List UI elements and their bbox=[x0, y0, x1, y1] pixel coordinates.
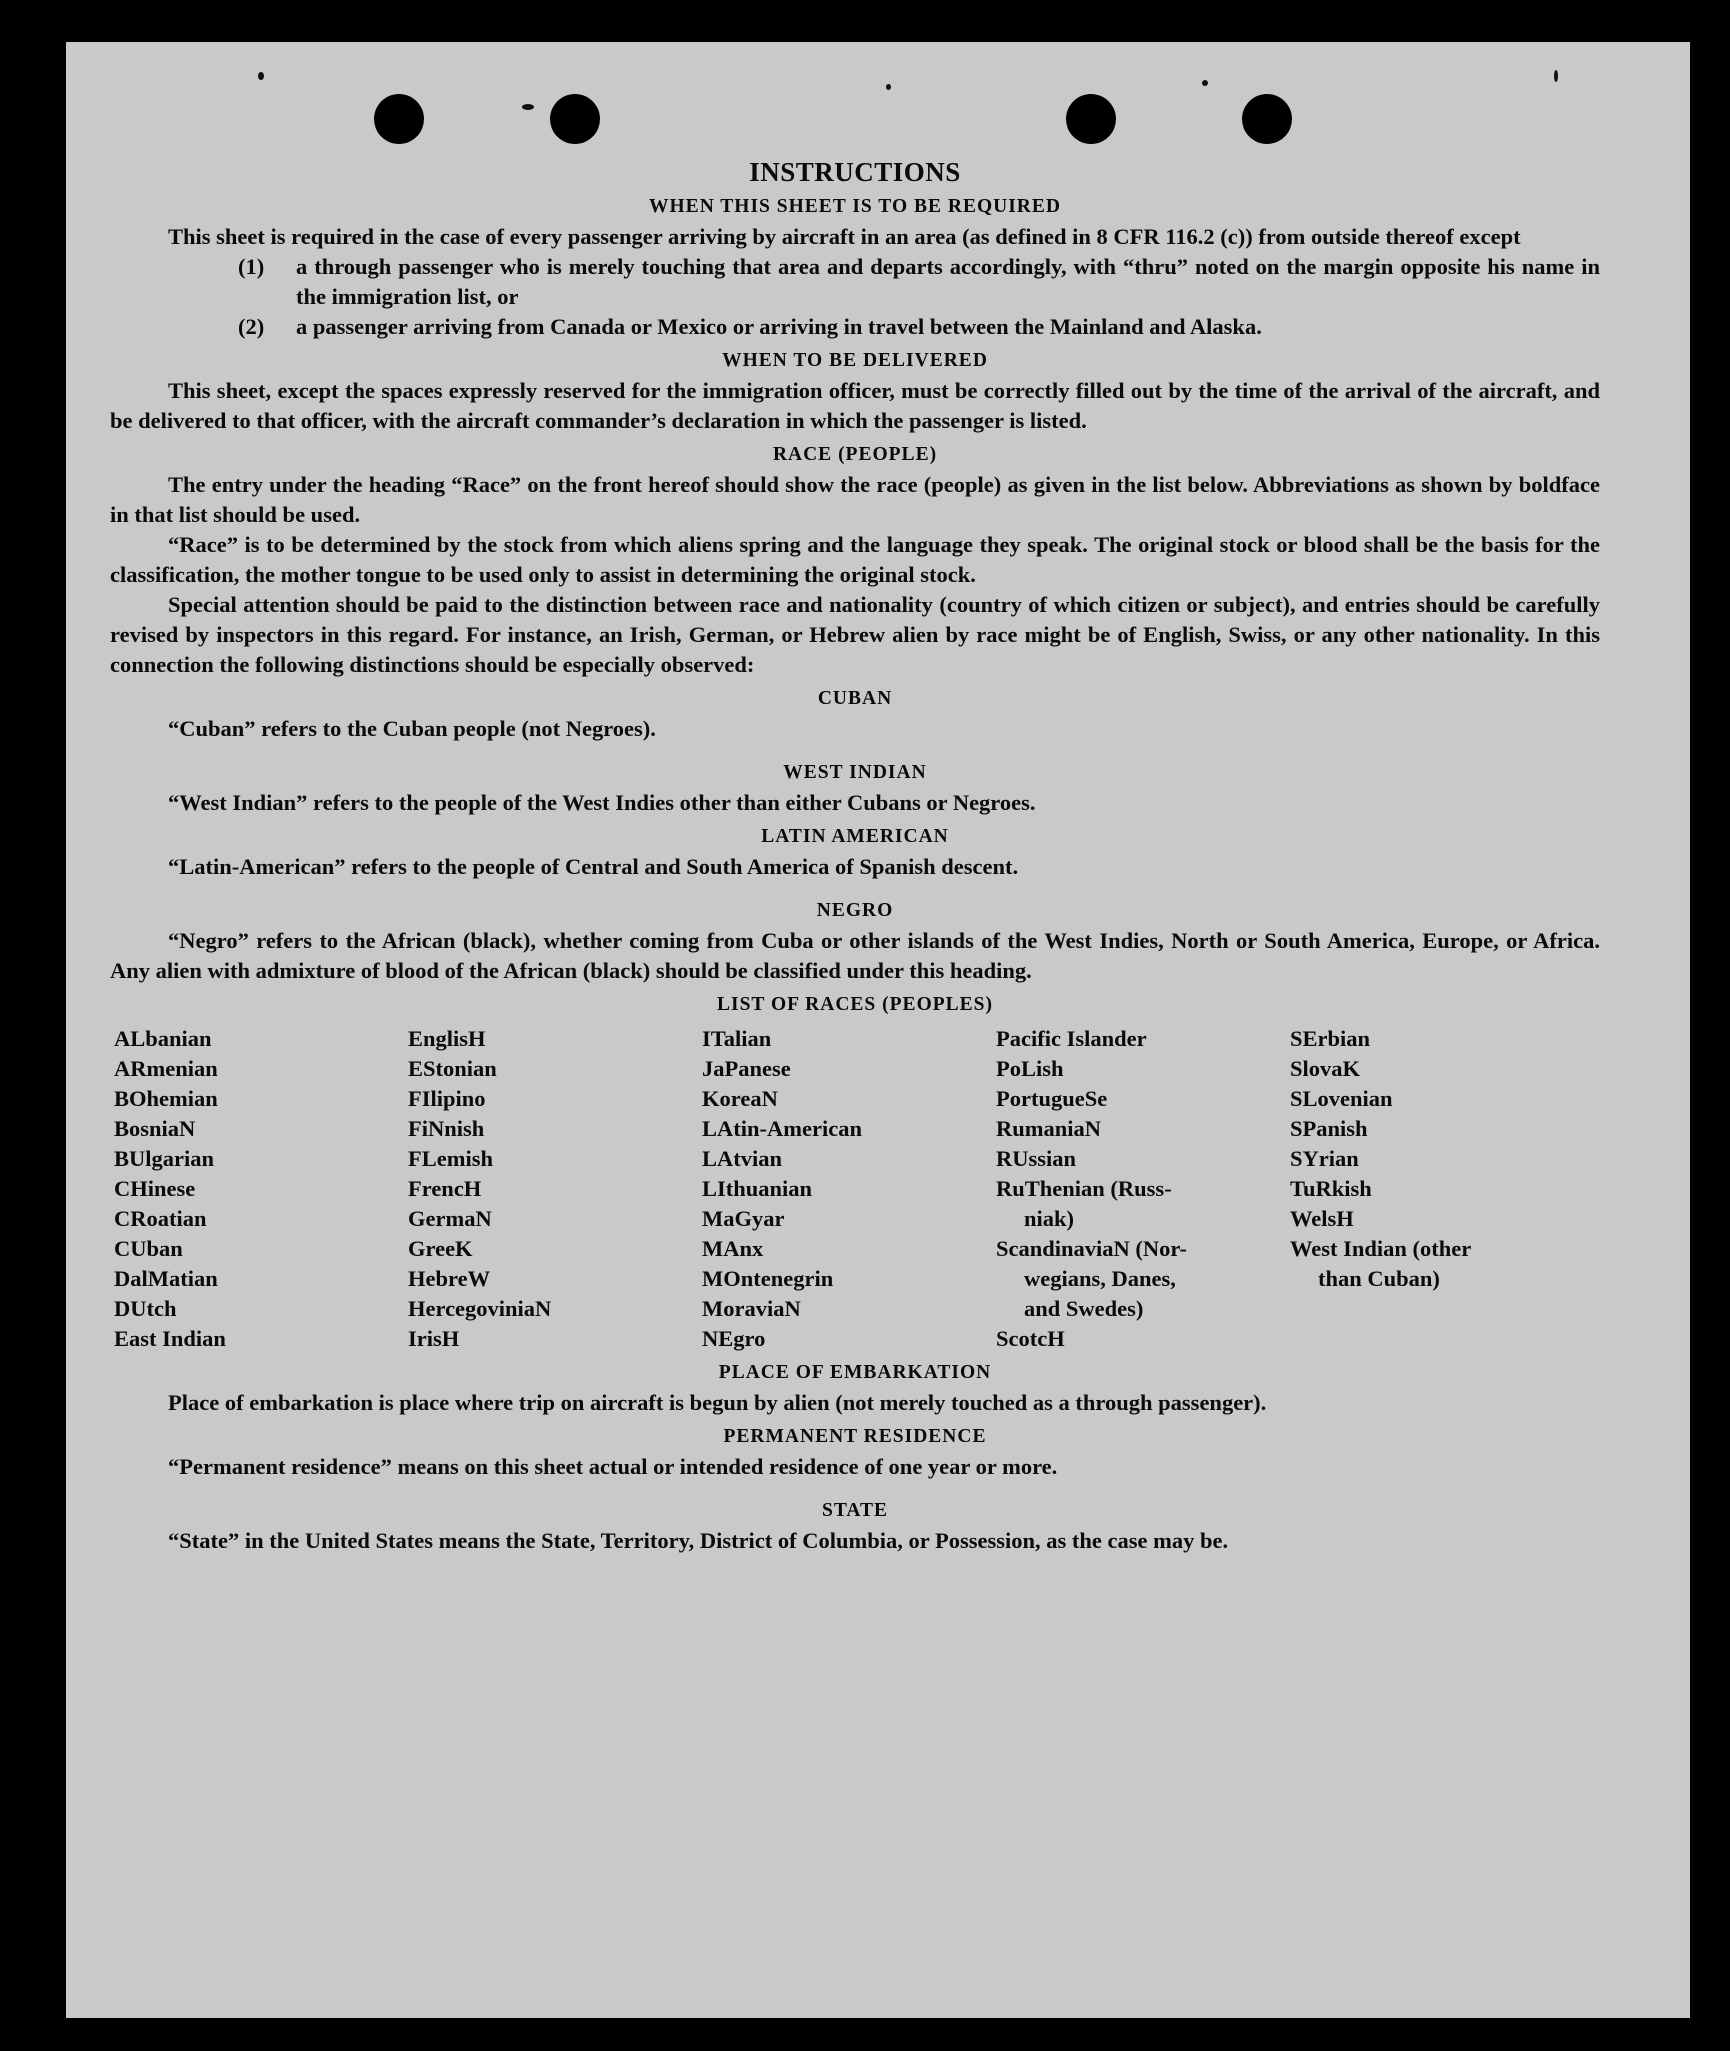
list-item: KoreaN bbox=[702, 1086, 778, 1111]
section-heading: WHEN THIS SHEET IS TO BE REQUIRED bbox=[649, 196, 1061, 217]
paragraph: “State” in the United States means the State, Territory, District of Columbia, or Possession, as the case may be. bbox=[168, 1528, 1229, 1553]
list-item: PortugueSe bbox=[996, 1086, 1108, 1111]
paragraph: The entry under the heading “Race” on the front hereof should show the race (people) as given in the list below. Abbreviations as shown by boldface in that list should be used. bbox=[110, 472, 1600, 527]
page-title: INSTRUCTIONS bbox=[749, 157, 961, 187]
paragraph: “Latin-American” refers to the people of Central and South America of Spanish descent. bbox=[168, 854, 1019, 879]
race-column bbox=[408, 1024, 702, 1354]
speck bbox=[886, 84, 891, 90]
punch-hole bbox=[550, 94, 600, 144]
list-item: SLovenian bbox=[1290, 1086, 1393, 1111]
section-heading: WEST INDIAN bbox=[783, 762, 927, 783]
list-item: HercegoviniaN bbox=[408, 1296, 552, 1321]
list-item: FIlipino bbox=[408, 1086, 486, 1111]
list-item: niak) bbox=[1024, 1206, 1075, 1231]
paragraph: “Negro” refers to the African (black), whether coming from Cuba or other islands of the West Indies, North or South America, Europe, or Africa. Any alien with admixture of blood of the African (black) should be classified under this heading. bbox=[110, 928, 1600, 983]
list-item: CUban bbox=[114, 1236, 183, 1261]
list-item: SPanish bbox=[1290, 1116, 1368, 1141]
section-heading: LATIN AMERICAN bbox=[761, 826, 949, 847]
speck bbox=[522, 104, 534, 110]
speck bbox=[258, 72, 264, 80]
paragraph: This sheet is required in the case of every passenger arriving by aircraft in an area (as defined in 8 CFR 116.2 (c)) from outside thereof except bbox=[168, 224, 1521, 249]
list-item: wegians, Danes, bbox=[1024, 1266, 1176, 1291]
list-item: Pacific Islander bbox=[996, 1026, 1147, 1051]
list-item: ARmenian bbox=[114, 1056, 218, 1081]
list-item: EnglisH bbox=[408, 1026, 486, 1051]
list-item: TuRkish bbox=[1290, 1176, 1372, 1201]
list-item: MOntenegrin bbox=[702, 1266, 834, 1291]
section-heading: PLACE OF EMBARKATION bbox=[718, 1362, 992, 1383]
list-item: GreeK bbox=[408, 1236, 473, 1261]
list-item: and Swedes) bbox=[1024, 1296, 1144, 1321]
list-item: SlovaK bbox=[1290, 1056, 1361, 1081]
list-item: IrisH bbox=[408, 1326, 460, 1351]
section-heading: CUBAN bbox=[817, 688, 893, 709]
list-item bbox=[238, 252, 1600, 312]
speck bbox=[1202, 80, 1208, 86]
list-item: ScandinaviaN (Nor- bbox=[996, 1236, 1188, 1261]
paragraph: This sheet, except the spaces expressly reserved for the immigration officer, must be correctly filled out by the time of the arrival of the aircraft, and be delivered to that officer, with the aircraft commander’s declaration in which the passenger is listed. bbox=[110, 378, 1600, 433]
list-item: RumaniaN bbox=[996, 1116, 1102, 1141]
list-item: SYrian bbox=[1290, 1146, 1359, 1171]
race-column bbox=[996, 1024, 1290, 1354]
list-item: DalMatian bbox=[114, 1266, 218, 1291]
section-heading: WHEN TO BE DELIVERED bbox=[722, 350, 988, 371]
list-item: FrencH bbox=[408, 1176, 482, 1201]
list-item: EStonian bbox=[408, 1056, 497, 1081]
paragraph: “West Indian” refers to the people of the West Indies other than either Cubans or Negroes. bbox=[168, 790, 1036, 815]
item-text: a through passenger who is merely touching that area and departs accordingly, with “thru” noted on the margin opposite his name in the immigration list, or bbox=[296, 254, 1600, 309]
paragraph: “Race” is to be determined by the stock from which aliens spring and the language they speak. The original stock or blood shall be the basis for the classification, the mother tongue to be used only to assist in determining the original stock. bbox=[110, 532, 1600, 587]
race-column bbox=[702, 1024, 996, 1354]
speck bbox=[1554, 70, 1558, 82]
list-item: LAtvian bbox=[702, 1146, 783, 1171]
paragraph: “Cuban” refers to the Cuban people (not Negroes). bbox=[168, 716, 656, 741]
paragraph: Place of embarkation is place where trip on aircraft is begun by alien (not merely touched as a through passenger). bbox=[168, 1390, 1267, 1415]
list-item: GermaN bbox=[408, 1206, 492, 1231]
instructions-body bbox=[110, 152, 1600, 1556]
race-list bbox=[114, 1024, 1600, 1354]
race-column bbox=[1290, 1024, 1584, 1354]
list-item: FiNnish bbox=[408, 1116, 485, 1141]
list-item: BosniaN bbox=[114, 1116, 196, 1141]
paragraph: “Permanent residence” means on this sheet actual or intended residence of one year or more. bbox=[168, 1454, 1058, 1479]
list-item: than Cuban) bbox=[1318, 1266, 1440, 1291]
punch-hole bbox=[1066, 94, 1116, 144]
list-item: MaGyar bbox=[702, 1206, 785, 1231]
item-number: (1) bbox=[238, 254, 265, 279]
section-heading: STATE bbox=[821, 1500, 889, 1521]
punch-hole bbox=[1242, 94, 1292, 144]
list-item: ITalian bbox=[702, 1026, 772, 1051]
list-item: FLemish bbox=[408, 1146, 494, 1171]
list-item: HebreW bbox=[408, 1266, 491, 1291]
list-item: MAnx bbox=[702, 1236, 764, 1261]
list-item: LIthuanian bbox=[702, 1176, 813, 1201]
list-item: DUtch bbox=[114, 1296, 177, 1321]
list-item: PoLish bbox=[996, 1056, 1064, 1081]
section-heading: NEGRO bbox=[816, 900, 894, 921]
race-column bbox=[114, 1024, 408, 1354]
list-item bbox=[238, 312, 1600, 342]
document-page bbox=[66, 42, 1690, 2018]
list-item: JaPanese bbox=[702, 1056, 791, 1081]
list-item: CRoatian bbox=[114, 1206, 207, 1231]
list-item: MoraviaN bbox=[702, 1296, 801, 1321]
list-item: WelsH bbox=[1290, 1206, 1354, 1231]
section-heading: PERMANENT RESIDENCE bbox=[723, 1426, 987, 1447]
list-item: ALbanian bbox=[114, 1026, 212, 1051]
punch-hole bbox=[374, 94, 424, 144]
list-item: NEgro bbox=[702, 1326, 766, 1351]
list-item: BUlgarian bbox=[114, 1146, 215, 1171]
item-number: (2) bbox=[238, 314, 265, 339]
section-heading: LIST OF RACES (PEOPLES) bbox=[716, 994, 993, 1015]
list-item: SErbian bbox=[1290, 1026, 1371, 1051]
list-item: ScotcH bbox=[996, 1326, 1065, 1351]
paragraph: Special attention should be paid to the distinction between race and nationality (country of which citizen or subject), and entries should be carefully revised by inspectors in this regard. For instance, an Irish, German, or Hebrew alien by race might be of English, Swiss, or any other nationality. In this connection the following distinctions should be especially observed: bbox=[110, 592, 1600, 677]
list-item: RUssian bbox=[996, 1146, 1077, 1171]
list-item: West Indian (other bbox=[1290, 1236, 1472, 1261]
list-item: East Indian bbox=[114, 1326, 226, 1351]
item-text: a passenger arriving from Canada or Mexico or arriving in travel between the Mainland and Alaska. bbox=[296, 314, 1262, 339]
list-item: RuThenian (Russ- bbox=[996, 1176, 1172, 1201]
list-item: CHinese bbox=[114, 1176, 196, 1201]
list-item: LAtin-American bbox=[702, 1116, 862, 1141]
section-heading: RACE (PEOPLE) bbox=[772, 444, 938, 465]
list-item: BOhemian bbox=[114, 1086, 218, 1111]
